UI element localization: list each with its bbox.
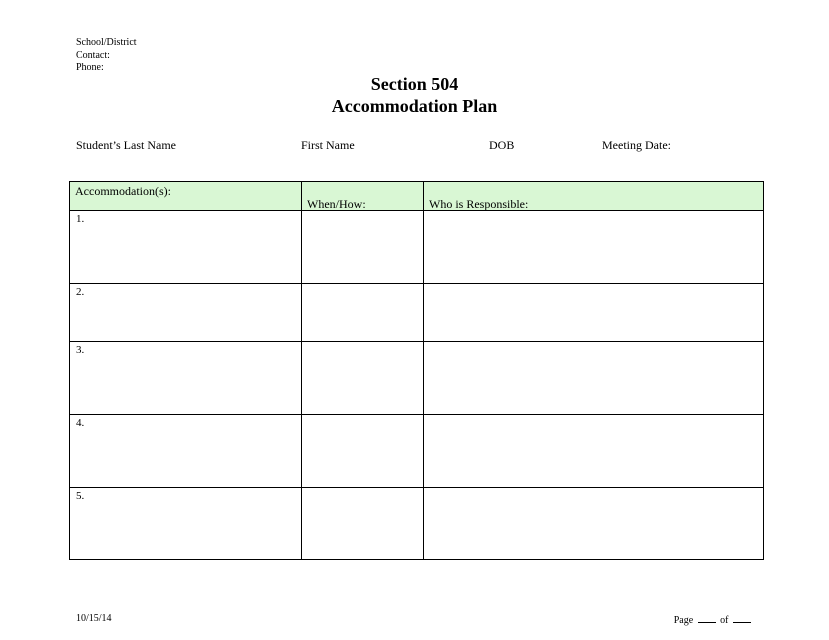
who-responsible-cell[interactable] — [424, 211, 764, 284]
row-number: 3. — [76, 344, 85, 356]
who-responsible-cell[interactable] — [424, 415, 764, 488]
who-responsible-header: Who is Responsible: — [424, 182, 764, 211]
accommodation-table — [69, 181, 764, 560]
table-header-row — [70, 182, 764, 211]
meeting-date-label: Meeting Date: — [602, 138, 671, 152]
of-label: of — [720, 615, 729, 626]
school-district-label: School/District — [76, 37, 137, 48]
table-row — [70, 415, 764, 488]
who-responsible-cell[interactable] — [424, 284, 764, 342]
when-how-cell[interactable] — [302, 342, 424, 415]
row-number: 1. — [76, 213, 85, 225]
table-row — [70, 211, 764, 284]
who-responsible-cell[interactable] — [424, 488, 764, 560]
page-number-blank[interactable] — [698, 613, 716, 623]
page-number-field — [674, 613, 753, 626]
page-label: Page — [673, 615, 694, 626]
title-line-plan: Accommodation Plan — [331, 96, 498, 116]
accommodation-cell[interactable] — [70, 284, 302, 342]
row-number: 2. — [76, 286, 85, 298]
school-info-block — [76, 37, 137, 75]
accommodation-cell[interactable] — [70, 488, 302, 560]
table-row — [70, 488, 764, 560]
table-row — [70, 284, 764, 342]
when-how-cell[interactable] — [302, 211, 424, 284]
student-last-name-label: Student’s Last Name — [76, 138, 176, 152]
when-how-cell[interactable] — [302, 488, 424, 560]
row-number: 5. — [76, 490, 85, 502]
when-how-header: When/How: — [302, 182, 424, 211]
row-number: 4. — [76, 417, 85, 429]
accommodation-cell[interactable] — [70, 211, 302, 284]
accommodation-cell[interactable] — [70, 342, 302, 415]
first-name-label: First Name — [301, 138, 355, 152]
phone-label: Phone: — [76, 62, 104, 73]
who-responsible-cell[interactable] — [424, 342, 764, 415]
table-row — [70, 342, 764, 415]
accommodation-cell[interactable] — [70, 415, 302, 488]
when-how-cell[interactable] — [302, 415, 424, 488]
student-info-row — [0, 138, 829, 154]
dob-label: DOB — [489, 138, 515, 152]
when-how-cell[interactable] — [302, 284, 424, 342]
contact-label: Contact: — [76, 49, 110, 61]
footer-date: 10/15/14 — [76, 613, 112, 624]
page-total-blank[interactable] — [733, 613, 751, 623]
accommodations-header: Accommodation(s): — [70, 182, 302, 211]
title-line-section: Section 504 — [370, 74, 459, 94]
page-title — [0, 73, 829, 117]
